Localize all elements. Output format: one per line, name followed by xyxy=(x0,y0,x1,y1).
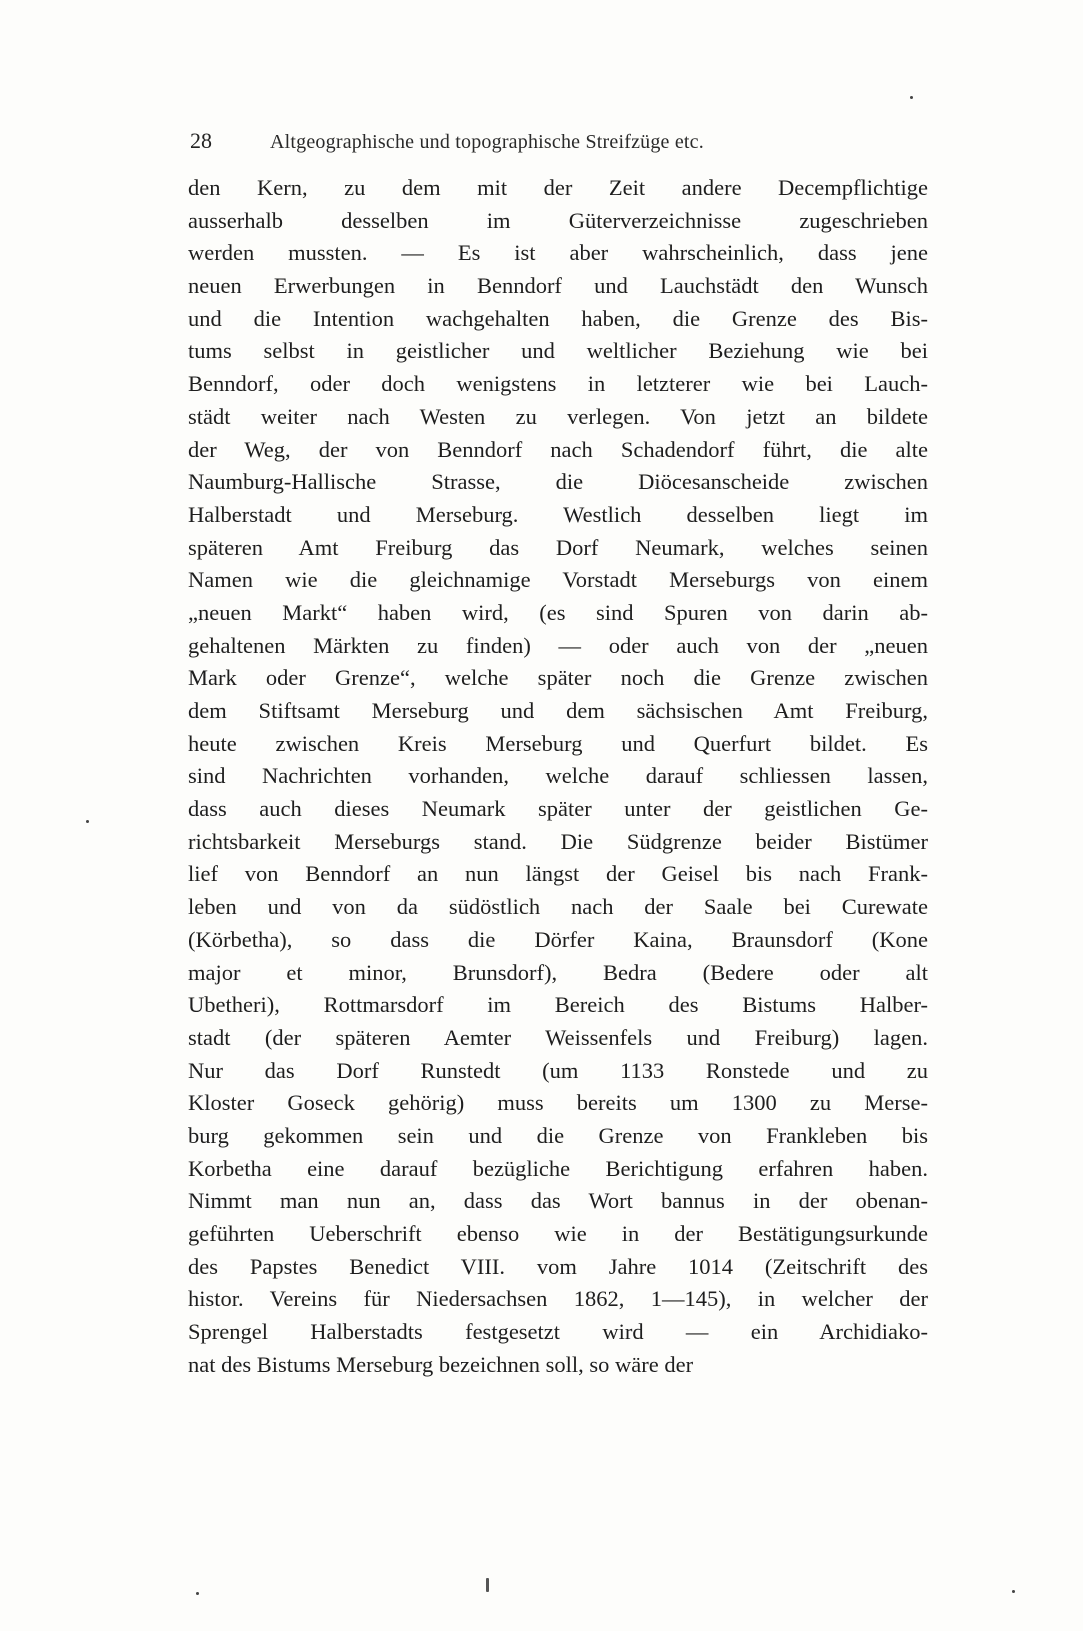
text-line: Sprengel Halberstadts festgesetzt wird — ein Archidiako- xyxy=(188,1319,928,1345)
text-line: Kloster Goseck gehörig) muss bereits um 1300 zu Merse- xyxy=(188,1090,928,1116)
text-line: der Weg, der von Benndorf nach Schadendorf führt, die alte xyxy=(188,436,928,462)
page-number: 28 xyxy=(190,128,212,153)
text-line: tums selbst in geistlicher und weltlicher Beziehung wie bei xyxy=(188,338,928,364)
text-line: Benndorf, oder doch wenigstens in letzterer wie bei Lauch- xyxy=(188,371,928,397)
text-line: den Kern, zu dem mit der Zeit andere Decempflichtige xyxy=(188,175,928,200)
text-line: dass auch dieses Neumark später unter der geistlichen Ge- xyxy=(188,796,928,822)
text-line: dem Stiftsamt Merseburg und dem sächsischen Amt Freiburg, xyxy=(188,698,928,723)
text-line: (Körbetha), so dass die Dörfer Kaina, Braunsdorf (Kone xyxy=(188,926,928,952)
text-line: geführten Ueberschrift ebenso wie in der Bestätigungsurkunde xyxy=(188,1221,928,1246)
text-line: Nur das Dorf Runstedt (um 1133 Ronstede und zu xyxy=(188,1057,928,1083)
scan-mark xyxy=(486,1578,489,1592)
text-line: Namen wie die gleichnamige Vorstadt Merseburgs von einem xyxy=(188,567,928,593)
text-line: neuen Erwerbungen in Benndorf und Lauchstädt den Wunsch xyxy=(188,273,928,299)
text-line: histor. Vereins für Niedersachsen 1862, 1—145), in welcher der xyxy=(188,1286,928,1312)
text-line: des Papstes Benedict VIII. vom Jahre 1014 (Zeitschrift des xyxy=(188,1253,928,1279)
text-line: werden mussten. — Es ist aber wahrscheinlich, dass jene xyxy=(188,240,928,266)
text-line: leben und von da südöstlich nach der Saale bei Curewate xyxy=(188,894,928,920)
text-line: nat des Bistums Merseburg bezeichnen soll, so wäre der xyxy=(188,1351,694,1377)
running-head: Altgeographische und topographische Streifzüge etc. xyxy=(270,131,704,153)
text-line: Nimmt man nun an, dass das Wort bannus in der obenan- xyxy=(188,1188,928,1214)
text-line: richtsbarkeit Merseburgs stand. Die Südgrenze beider Bistümer xyxy=(188,828,928,854)
text-line: stadt (der späteren Aemter Weissenfels und Freiburg) lagen. xyxy=(188,1024,928,1050)
text-line: städt weiter nach Westen zu verlegen. Von jetzt an bildete xyxy=(188,403,928,429)
scan-speck xyxy=(1012,1590,1015,1593)
text-line: ausserhalb desselben im Güterverzeichnisse zugeschrieben xyxy=(188,207,928,233)
text-line: heute zwischen Kreis Merseburg und Querfurt bildet. Es xyxy=(188,730,928,756)
text-line: major et minor, Brunsdorf), Bedra (Bedere oder alt xyxy=(188,959,928,985)
text-line: späteren Amt Freiburg das Dorf Neumark, welches seinen xyxy=(188,534,928,560)
scan-speck xyxy=(196,1592,199,1595)
body-text xyxy=(188,172,928,1472)
text-line: Halberstadt und Merseburg. Westlich desselben liegt im xyxy=(188,501,928,527)
text-line: gehaltenen Märkten zu finden) — oder auch von der „neuen xyxy=(188,632,928,658)
text-line: Naumburg-Hallische Strasse, die Diöcesanscheide zwischen xyxy=(188,469,928,495)
scan-speck xyxy=(910,96,913,99)
text-line: „neuen Markt“ haben wird, (es sind Spuren von darin ab- xyxy=(188,599,928,625)
text-line: lief von Benndorf an nun längst der Geisel bis nach Frank- xyxy=(188,861,928,887)
text-line: burg gekommen sein und die Grenze von Frankleben bis xyxy=(188,1122,928,1148)
text-line: Mark oder Grenze“, welche später noch die Grenze zwischen xyxy=(188,665,928,691)
text-line: Ubetheri), Rottmarsdorf im Bereich des Bistums Halber- xyxy=(188,992,928,1018)
text-line: sind Nachrichten vorhanden, welche darauf schliessen lassen, xyxy=(188,763,928,789)
text-line: Korbetha eine darauf bezügliche Berichtigung erfahren haben. xyxy=(188,1155,928,1181)
page-header xyxy=(190,128,850,158)
scan-speck xyxy=(86,820,89,823)
text-line: und die Intention wachgehalten haben, die Grenze des Bis- xyxy=(188,305,928,331)
